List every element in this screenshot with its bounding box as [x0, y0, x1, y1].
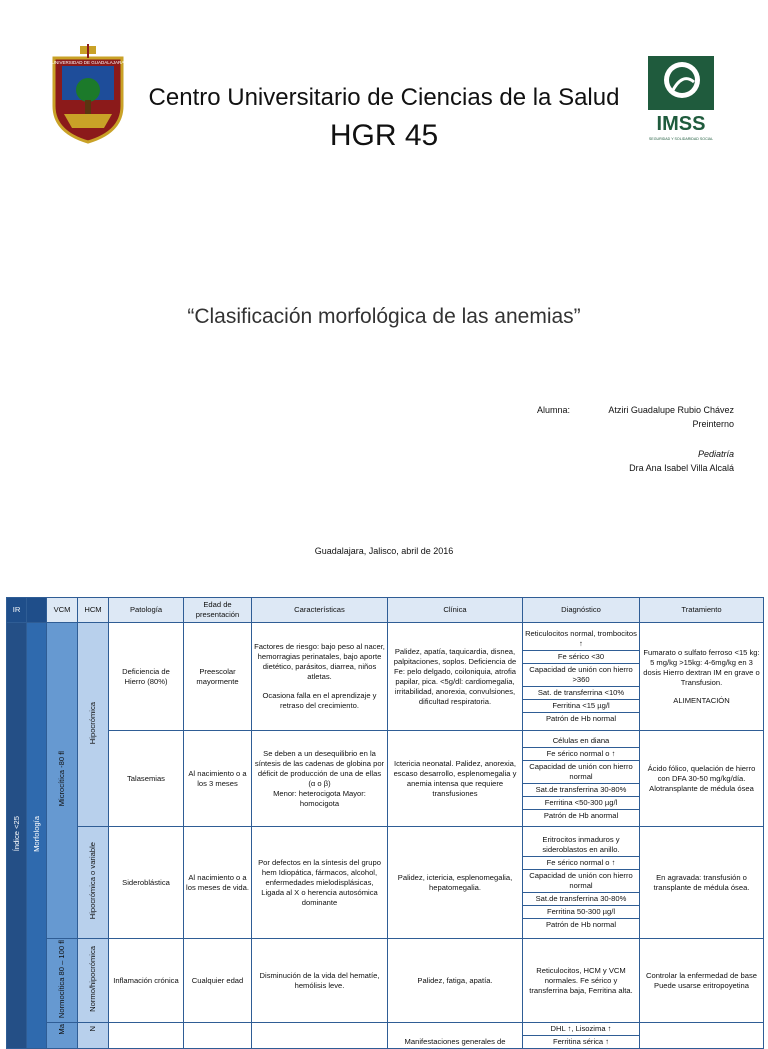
diagnostico-cell: Reticulocitos, HCM y VCM normales. Fe sérico y transferrina baja, Ferritina alta. — [523, 939, 640, 1023]
caracteristicas-cell — [252, 1023, 388, 1049]
clinica-cell: Manifestaciones generales de — [388, 1023, 523, 1049]
author-role: Preinterno — [692, 419, 734, 429]
edad-cell: Cualquier edad — [184, 939, 252, 1023]
edad-cell — [184, 1023, 252, 1049]
patologia-cell: Inflamación crónica — [109, 939, 184, 1023]
table-row — [7, 623, 764, 731]
diagnostico-cell: Eritrocitos inmaduros y sideroblastos en anillo. Fe sérico normal o ↑ Capacidad de unión con hierro normal Sat.de transferrina 30-80% Ferritina 50-300 µg/l Patrón de Hb normal — [523, 827, 640, 939]
document-title: “Clasificación morfológica de las anemias” — [187, 305, 581, 328]
hcm-cut-cell: N — [78, 1023, 109, 1049]
tratamiento-cell: Controlar la enfermedad de base Puede usarse eritropoyetina — [640, 939, 764, 1023]
header-tratamiento: Tratamiento — [640, 598, 764, 623]
hcm-normo-cell: Normo/hipocrómica — [78, 939, 109, 1023]
vcm-micro-cell: Microcítica -80 fl — [47, 623, 78, 939]
tratamiento-cell: Fumarato o sulfato ferroso <15 kg: 5 mg/kg >15kg: 4-6mg/kg en 3 dosis Hierro dextran IM en grave o Transfusion. ALIMENTACIÓN — [640, 623, 764, 731]
clinica-cell: Palidez, apatía, taquicardia, disnea, palpitaciones, soplos. Deficiencia de Fe: pelo delgado, coiloniquia, atrofia papilar, pica. <5g/dl: cardiomegalia, irritabilidad, anorexia, convulsiones, dificultad respiratoria. — [388, 623, 523, 731]
header-patologia: Patología — [109, 598, 184, 623]
clinica-cell: Palidez, ictericia, esplenomegalia, hepatomegalia. — [388, 827, 523, 939]
header-caracteristicas: Características — [252, 598, 388, 623]
edad-cell: Al nacimiento o a los meses de vida. — [184, 827, 252, 939]
tratamiento-cell: En agravada: transfusión o transplante de médula ósea. — [640, 827, 764, 939]
vcm-normo-cell: Normocítica 80 – 100 fl — [47, 939, 78, 1023]
author-name: Atziri Guadalupe Rubio Chávez — [608, 405, 734, 415]
diagnostico-cell: Reticulocitos normal, trombocitos ↑ Fe sérico <30 Capacidad de unión con hierro >360 Sat. de transferrina <10% Ferritina <15 µg/l Patrón de Hb normal — [523, 623, 640, 731]
advisor: Dra Ana Isabel Villa Alcalá — [629, 463, 734, 473]
place-date: Guadalajara, Jalisco, abril de 2016 — [314, 546, 454, 556]
patologia-cell: Sideroblástica — [109, 827, 184, 939]
caracteristicas-cell: Se deben a un desequilibrio en la síntesis de las cadenas de globina por déficit de producción de una de ellas (α o β) Menor: heterocigota Mayor: homocigota — [252, 731, 388, 827]
udg-logo — [44, 44, 132, 144]
clinica-cell: Palidez, fatiga, apatía. — [388, 939, 523, 1023]
edad-cell: Preescolar mayormente — [184, 623, 252, 731]
institution-name: Centro Universitario de Ciencias de la Salud — [148, 84, 620, 111]
tratamiento-cell: Ácido fólico, quelación de hierro con DFA 30-50 mg/kg/día. Alotransplante de médula ósea — [640, 731, 764, 827]
svg-text:UNIVERSIDAD DE GUADALAJARA: UNIVERSIDAD DE GUADALAJARA — [51, 60, 125, 65]
table-header-row — [7, 598, 764, 623]
header-edad: Edad de presentación — [184, 598, 252, 623]
header-hcm: HCM — [78, 598, 109, 623]
header-vcm: VCM — [47, 598, 78, 623]
morf-cell: Morfología — [27, 623, 47, 1049]
anemia-classification-table — [6, 597, 764, 1049]
patologia-cell: Talasemias — [109, 731, 184, 827]
clinica-cell: Ictericia neonatal. Palidez, anorexia, escaso desarrollo, esplenomegalia y anemia intensa que requiere transfusiones — [388, 731, 523, 827]
hospital-name: HGR 45 — [329, 119, 439, 152]
header-clinica: Clínica — [388, 598, 523, 623]
specialty: Pediatría — [697, 449, 734, 459]
svg-text:SEGURIDAD Y SOLIDARIDAD SOCIAL: SEGURIDAD Y SOLIDARIDAD SOCIAL — [648, 137, 714, 141]
caracteristicas-cell: Por defectos en la síntesis del grupo hem Idiopática, fármacos, alcohol, enfermedades mielodisplásicas, Ligada al X o herencia autosómica dominante — [252, 827, 388, 939]
hcm-hipo-cell: Hipocrómica — [78, 623, 109, 827]
diagnostico-cell: Células en diana Fe sérico normal o ↑ Capacidad de unión con hierro normal Sat.de transferrina 30-80% Ferritina <50-300 µg/l Patrón de Hb anormal — [523, 731, 640, 827]
patologia-cell — [109, 1023, 184, 1049]
edad-cell: Al nacimiento o a los 3 meses — [184, 731, 252, 827]
caracteristicas-cell: Disminución de la vida del hematíe, hemólisis leve. — [252, 939, 388, 1023]
imss-logo — [642, 52, 720, 144]
ir-cell: Índice <25 — [7, 623, 27, 1049]
table-row — [7, 939, 764, 1023]
diagnostico-cell: DHL ↑, Lisozima ↑ Ferritina sérica ↑ — [523, 1023, 640, 1049]
caracteristicas-cell: Factores de riesgo: bajo peso al nacer, hemorragias perinatales, bajo aporte dietético, parásitos, diarrea, niños atletas. Ocasiona falla en el aprendizaje y retraso del crecimiento. — [252, 623, 388, 731]
table-row — [7, 1023, 764, 1049]
patologia-cell: Deficiencia de Hierro (80%) — [109, 623, 184, 731]
table-row — [7, 827, 764, 939]
hcm-hipo-var-cell: Hipocrómica o variable — [78, 827, 109, 939]
header-ir: IR — [7, 598, 27, 623]
author-label: Alumna: — [537, 405, 571, 415]
table-row — [7, 731, 764, 827]
svg-text:IMSS: IMSS — [656, 113, 706, 135]
header-diagnostico: Diagnóstico — [523, 598, 640, 623]
tratamiento-cell — [640, 1023, 764, 1049]
vcm-cut-cell: Ma — [47, 1023, 78, 1049]
header-morf — [27, 598, 47, 623]
